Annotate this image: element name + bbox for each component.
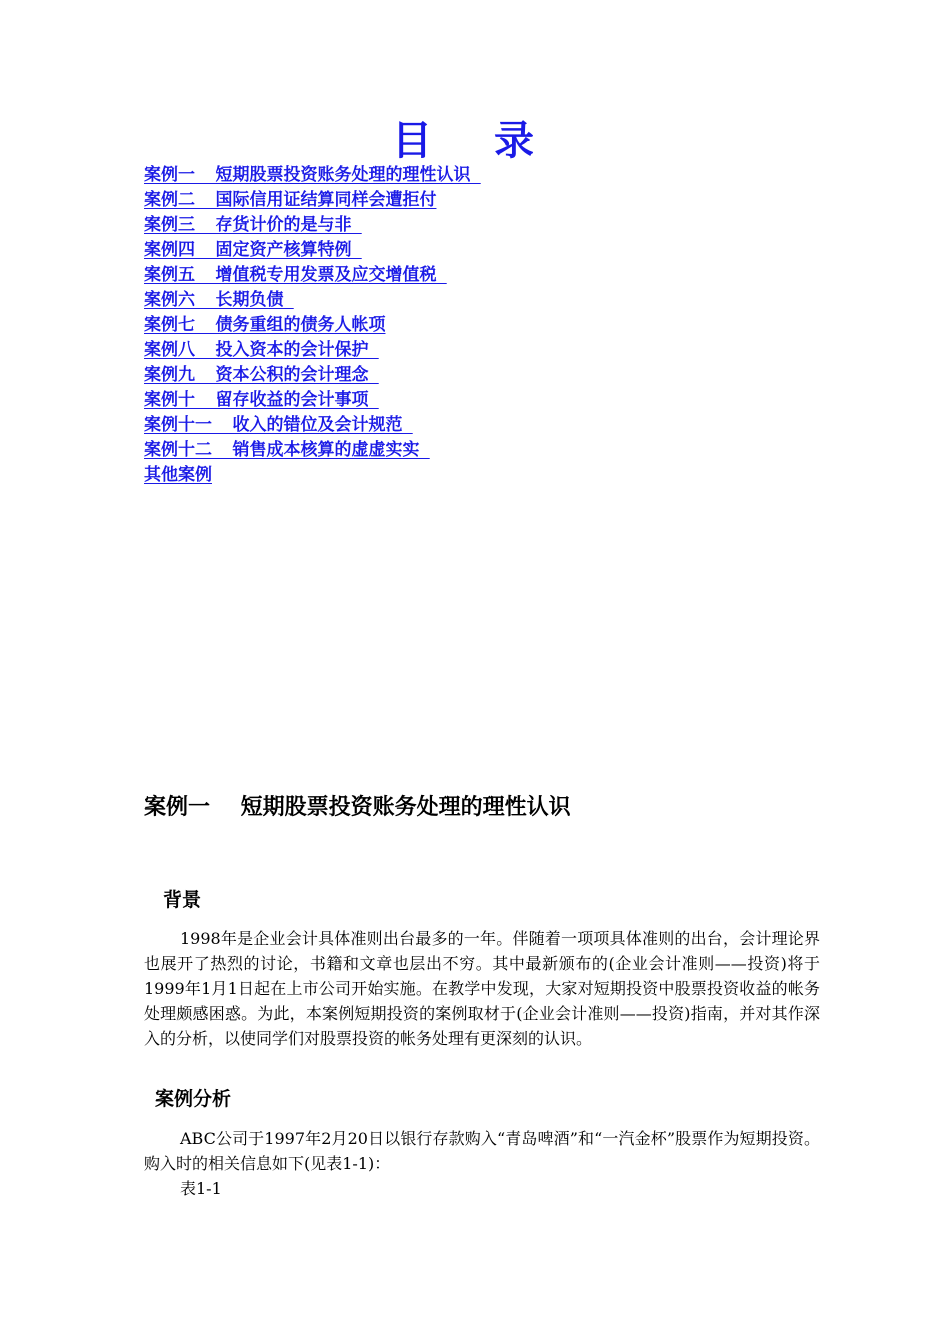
toc-item[interactable] xyxy=(144,163,644,188)
toc-item[interactable] xyxy=(144,413,644,438)
toc-link-case-5[interactable]: 案例五 增值税专用发票及应交增值税 xyxy=(144,265,447,285)
toc-item[interactable] xyxy=(144,388,644,413)
analysis-paragraph xyxy=(144,1126,820,1176)
background-text: 1998年是企业会计具体准则出台最多的一年。伴随着一项项具体准则的出台，会计理论界也展开了热烈的讨论，书籍和文章也层出不穷。其中最新颁布的(企业会计准则——投资)将于1999年1月1日起在上市公司开始实施。在教学中发现，大家对短期投资中股票投资收益的帐务处理颇感困惑。为此，本案例短期投资的案例取材于(企业会计准则——投资)指南，并对其作深入的分析，以使同学们对股票投资的帐务处理有更深刻的认识。 xyxy=(144,929,820,1048)
toc-title: 目 录 xyxy=(392,118,558,164)
toc-link-case-6[interactable]: 案例六 长期负债 xyxy=(144,290,294,310)
toc-item[interactable] xyxy=(144,188,644,213)
toc-link-case-11[interactable]: 案例十一 收入的错位及会计规范 xyxy=(144,415,413,435)
background-heading: 背景 xyxy=(163,889,202,911)
toc-link-case-2[interactable]: 案例二 国际信用证结算同样会遭拒付 xyxy=(144,190,437,210)
toc-link-other-cases[interactable]: 其他案例 xyxy=(144,465,212,485)
toc-item[interactable] xyxy=(144,263,644,288)
analysis-heading: 案例分析 xyxy=(155,1088,232,1110)
toc-link-case-1[interactable]: 案例一 短期股票投资账务处理的理性认识 xyxy=(144,165,481,185)
toc-link-case-7[interactable]: 案例七 债务重组的债务人帐项 xyxy=(144,315,386,335)
toc-item[interactable] xyxy=(144,313,644,338)
analysis-text: ABC公司于1997年2月20日以银行存款购入“青岛啤酒”和“一汽金杯”股票作为短期投资。购入时的相关信息如下(见表1-1)： xyxy=(144,1129,820,1173)
toc-link-case-3[interactable]: 案例三 存货计价的是与非 xyxy=(144,215,362,235)
toc-item[interactable] xyxy=(144,238,644,263)
toc-item[interactable] xyxy=(144,463,644,488)
table-caption: 表1-1 xyxy=(180,1179,222,1198)
toc-link-case-9[interactable]: 案例九 资本公积的会计理念 xyxy=(144,365,379,385)
background-paragraph xyxy=(144,926,820,1051)
table-of-contents xyxy=(144,163,644,488)
toc-link-case-10[interactable]: 案例十 留存收益的会计事项 xyxy=(144,390,379,410)
toc-item[interactable] xyxy=(144,213,644,238)
toc-link-case-12[interactable]: 案例十二 销售成本核算的虚虚实实 xyxy=(144,440,430,460)
toc-item[interactable] xyxy=(144,338,644,363)
toc-item[interactable] xyxy=(144,288,644,313)
toc-item[interactable] xyxy=(144,363,644,388)
section-title: 案例一 短期股票投资账务处理的理性认识 xyxy=(144,795,571,820)
toc-item[interactable] xyxy=(144,438,644,463)
toc-link-case-8[interactable]: 案例八 投入资本的会计保护 xyxy=(144,340,379,360)
toc-link-case-4[interactable]: 案例四 固定资产核算特例 xyxy=(144,240,362,260)
